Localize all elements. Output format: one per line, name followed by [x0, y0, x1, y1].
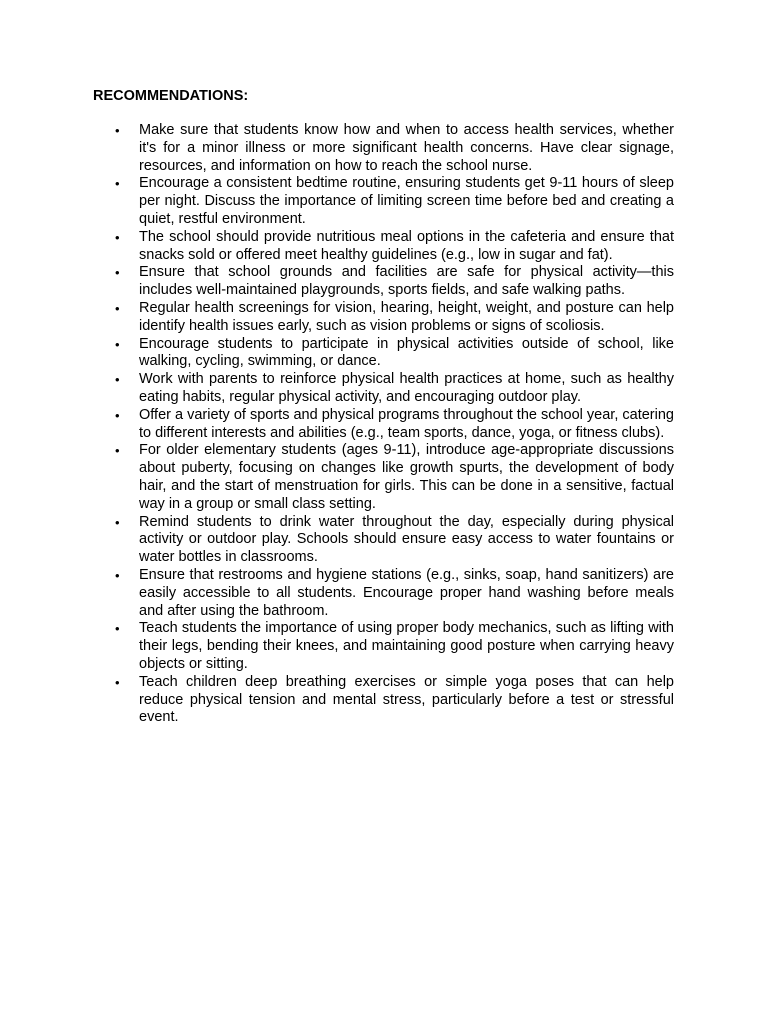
bullet-icon: • [115, 123, 120, 138]
bullet-icon: • [115, 621, 120, 637]
recommendation-item [93, 371, 674, 407]
recommendation-item [93, 336, 674, 372]
bullet-icon: • [115, 300, 120, 316]
recommendation-item [93, 674, 674, 727]
recommendation-text: Work with parents to reinforce physical health practices at home, such as healthy eating habits, regular physical activity, and encouraging outdoor play. [139, 371, 674, 405]
recommendations-list [93, 122, 674, 727]
page-heading: RECOMMENDATIONS: [93, 88, 249, 104]
bullet-icon: • [115, 674, 120, 690]
bullet-icon: • [115, 336, 120, 352]
recommendation-item [93, 300, 674, 336]
recommendation-text: The school should provide nutritious meal options in the cafeteria and ensure that snacks sold or offered meet healthy guidelines (e.g., low in sugar and fat). [139, 228, 674, 263]
bullet-icon: • [115, 514, 120, 530]
recommendation-text: Ensure that school grounds and facilities are safe for physical activity—this includes well-maintained playgrounds, sports fields, and safe walking paths. [139, 264, 674, 299]
recommendation-text: For older elementary students (ages 9-11), introduce age-appropriate discussions about puberty, focusing on changes like growth spurts, the development of body hair, and the start of menstruation for girls. This can be done in a sensitive, factual way in a group or small class setting. [139, 442, 674, 512]
recommendation-item [93, 620, 674, 673]
bullet-icon: • [115, 407, 120, 423]
recommendation-item [93, 442, 674, 513]
recommendation-text: Teach children deep breathing exercises or simple yoga poses that can help reduce physical tension and mental stress, particularly before a test or stressful event. [139, 673, 674, 726]
recommendation-text: Teach students the importance of using proper body mechanics, such as lifting with their legs, bending their knees, and maintaining good posture when carrying heavy objects or sitting. [139, 620, 674, 672]
bullet-icon: • [115, 372, 120, 388]
recommendation-item [93, 567, 674, 620]
recommendation-text: Offer a variety of sports and physical programs throughout the school year, catering to different interests and abilities (e.g., team sports, dance, yoga, or fitness clubs). [139, 406, 674, 441]
recommendation-text: Encourage students to participate in physical activities outside of school, like walking, cycling, swimming, or dance. [139, 335, 674, 370]
recommendation-text: Encourage a consistent bedtime routine, ensuring students get 9-11 hours of sleep per night. Discuss the importance of limiting screen time before bed and creating a quiet, restful environment. [139, 175, 674, 227]
bullet-icon: • [115, 265, 120, 281]
recommendation-item [93, 514, 674, 567]
bullet-icon: • [115, 176, 120, 192]
recommendation-item [93, 407, 674, 443]
recommendation-item [93, 264, 674, 300]
recommendation-item [93, 229, 674, 265]
recommendation-item [93, 122, 674, 175]
recommendation-item [93, 175, 674, 228]
bullet-icon: • [115, 567, 120, 583]
bullet-icon: • [115, 443, 120, 459]
recommendation-text: Remind students to drink water throughout the day, especially during physical activity or outdoor play. Schools should ensure easy access to water fountains or water bottles in classrooms. [139, 513, 674, 566]
recommendation-text: Make sure that students know how and when to access health services, whether it's for a minor illness or more significant health concerns. Have clear signage, resources, and information on how to reach the school nurse. [139, 122, 674, 174]
recommendation-text: Regular health screenings for vision, hearing, height, weight, and posture can help identify health issues early, such as vision problems or signs of scoliosis. [139, 299, 674, 334]
bullet-icon: • [115, 229, 120, 245]
recommendation-text: Ensure that restrooms and hygiene stations (e.g., sinks, soap, hand sanitizers) are easily accessible to all students. Encourage proper hand washing before meals and after using the bathroom. [139, 566, 674, 619]
